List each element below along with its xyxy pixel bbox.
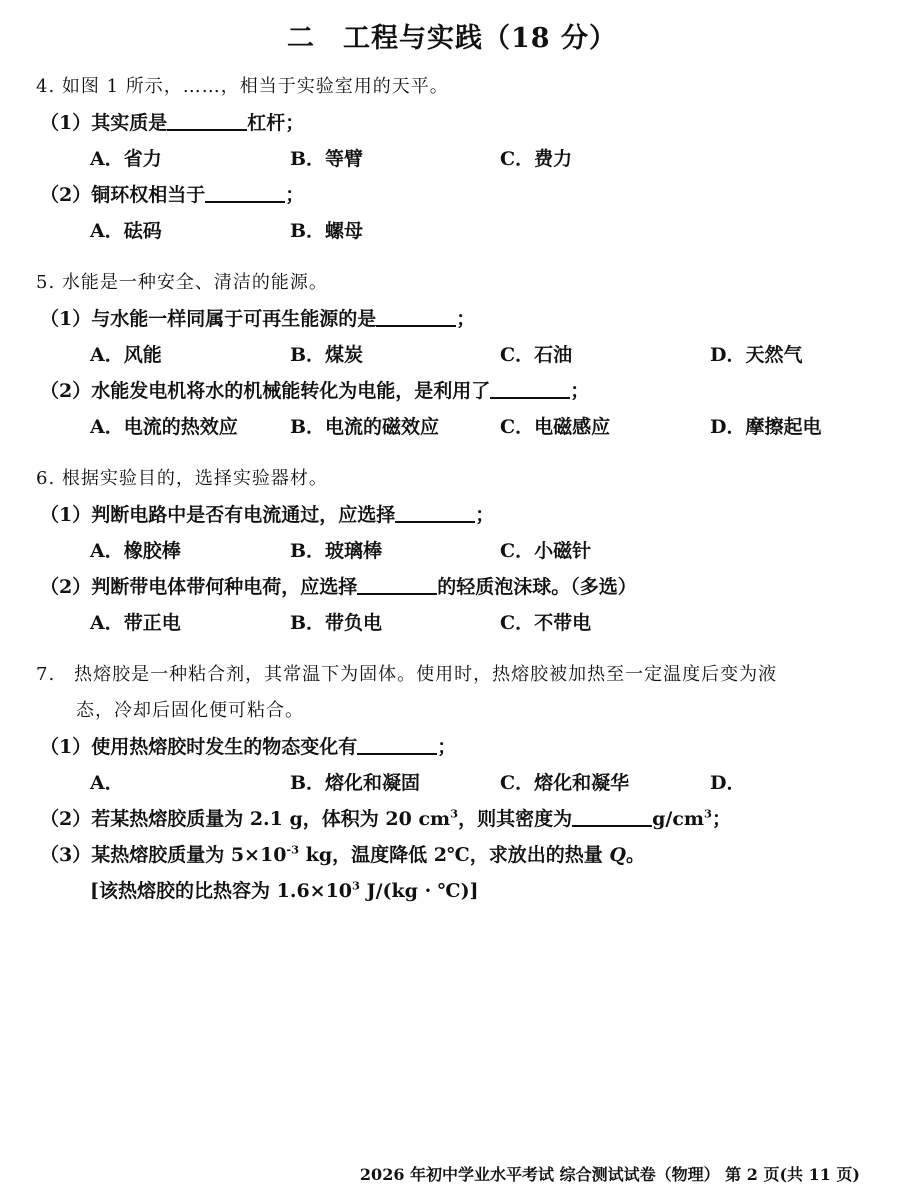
option: A．风能 [90,344,162,366]
question-7-stem-line-1: 7. 热熔胶是一种粘合剂，其常温下为固体。使用时，热熔胶被加热至一定温度后变为液 [36,664,778,685]
question-7-part-1: （1）使用热熔胶时发生的物态变化有 ； [40,736,457,758]
question-5-part-2: （2）水能发电机将水的机械能转化为电能，是利用了 ； [40,380,590,402]
answer-blank[interactable] [167,110,247,131]
section-title: 二 工程与实践（18 分） [287,23,617,54]
answer-blank[interactable] [490,378,570,399]
option: C．不带电 [500,612,592,634]
answer-blank[interactable] [357,734,437,755]
option: C．石油 [500,344,573,366]
question-4-part-2: （2）铜环权相当于 ； [40,184,305,206]
question-7-note: [该热熔胶的比热容为 $1.6\times 10^3$ J/(kg · ℃)] [90,878,479,902]
option: B．等臂 [290,148,364,170]
question-6-part-1: （1）判断电路中是否有电流通过，应选择 ； [40,504,495,526]
option: D．天然气 [710,344,803,366]
answer-blank[interactable] [376,306,456,327]
option: A．电流的热效应 [90,416,238,438]
option: B．玻璃棒 [290,540,383,562]
option: C．电磁感应 [500,416,611,438]
question-4-part-1: （1）其实质是 杠杆； [40,112,305,134]
option: B．带负电 [290,612,383,634]
option: A．省力 [90,148,162,170]
option: C．熔化和凝华 [500,772,630,794]
option: A．带正电 [90,612,181,634]
question-5-stem: 5. 水能是一种安全、清洁的能源。 [36,272,328,293]
question-7-part-2: （2）若某热熔胶质量为 2.1 g，体积为 20 $cm^3$，则其密度为 $g/cm^3$； [40,806,731,830]
option: B．熔化和凝固 [290,772,421,794]
question-6-stem: 6. 根据实验目的，选择实验器材。 [36,468,328,489]
option: B．煤炭 [290,344,364,366]
answer-blank[interactable] [572,806,652,827]
option: A．橡胶棒 [90,540,181,562]
question-5-part-1: （1）与水能一样同属于可再生能源的是 ； [40,308,476,330]
answer-blank[interactable] [205,182,285,203]
option: D． [710,772,746,794]
option: A． [90,772,124,794]
answer-blank[interactable] [395,502,475,523]
option: B．电流的磁效应 [290,416,440,438]
option: C．费力 [500,148,573,170]
option: A．砝码 [90,220,162,242]
option: B．螺母 [290,220,364,242]
page-footer: 2026 年初中学业水平考试 综合测试试卷（物理） 第 2 页(共 11 页) [359,1165,860,1184]
question-6-part-2: （2）判断带电体带何种电荷，应选择 的轻质泡沫球。（多选） [40,576,637,598]
question-7-stem-line-2: 态，冷却后固化便可粘合。 [76,700,304,721]
question-4-stem: 4. 如图 1 所示，……，相当于实验室用的天平。 [36,76,449,97]
question-7-part-3: （3）某热熔胶质量为 $5\times 10^{-3}$ kg，温度降低 2℃，求放出的热量 Q。 [40,842,645,866]
option: C．小磁针 [500,540,592,562]
answer-blank[interactable] [357,574,437,595]
option: D．摩擦起电 [710,416,822,438]
